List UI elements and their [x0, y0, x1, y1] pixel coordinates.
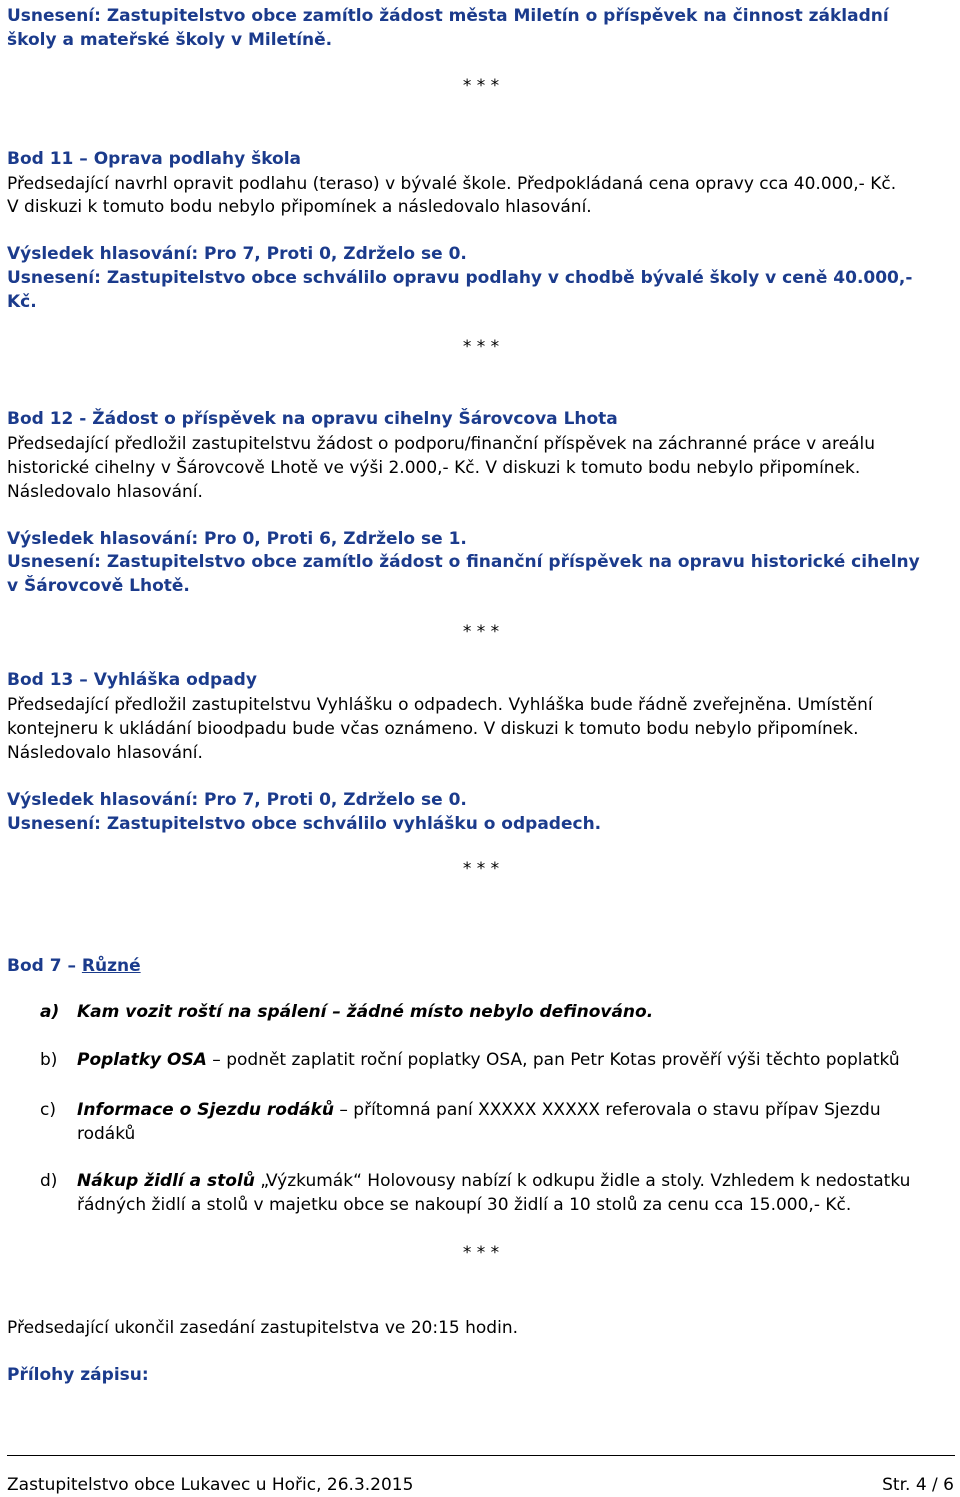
bod13-body: Následovalo hlasování. — [7, 743, 203, 763]
list-item-title: Poplatky OSA — [77, 1050, 207, 1070]
bod7-heading-title: Různé — [81, 956, 141, 976]
attachments-heading: Přílohy zápisu: — [7, 1365, 149, 1385]
bod13-heading: Bod 13 – Vyhláška odpady — [7, 670, 257, 690]
bod12-resolution: v Šárovcově Lhotě. — [7, 576, 190, 596]
resolution-line: školy a mateřské školy v Miletíně. — [7, 30, 333, 50]
bod11-vote-result: Výsledek hlasování: Pro 7, Proti 0, Zdrželo se 0. — [7, 244, 467, 264]
section-separator: * * * — [462, 337, 500, 357]
bod12-heading: Bod 12 - Žádost o příspěvek na opravu cihelny Šárovcova Lhota — [7, 409, 618, 429]
list-item-label: b) — [40, 1050, 58, 1070]
list-item-text: – podnět zaplatit roční poplatky OSA, pan Petr Kotas prověří výši těchto poplatků — [206, 1050, 900, 1070]
bod12-body: Předsedající předložil zastupitelstvu žádost o podporu/finanční příspěvek na záchranné práce v areálu — [7, 434, 875, 454]
list-item-text-continued: řádných židlí a stolů v majetku obce se nakoupí 30 židlí a 10 stolů za cenu cca 15.000,- Kč. — [77, 1195, 852, 1215]
list-item-label: d) — [40, 1171, 58, 1191]
list-item-text: „Výzkumák“ Holovousy nabízí k odkupu židle a stoly. Vzhledem k nedostatku — [254, 1171, 911, 1191]
list-item-content — [77, 1169, 955, 1193]
footer-page-number: Str. 4 / 6 — [882, 1475, 954, 1495]
bod13-body: Předsedající předložil zastupitelstvu Vyhlášku o odpadech. Vyhláška bude řádně zveřejněna. Umístění — [7, 695, 873, 715]
section-separator: * * * — [462, 1243, 500, 1263]
list-item-title: Kam vozit roští na spálení – žádné místo nebylo definováno. — [77, 1002, 654, 1022]
footer-divider — [7, 1455, 955, 1456]
section-separator: * * * — [462, 859, 500, 879]
bod13-body: kontejneru k ukládání bioodpadu bude včas oznámeno. V diskuzi k tomuto bodu nebylo připomínek. — [7, 719, 859, 739]
list-item-title: Informace o Sjezdu rodáků — [77, 1100, 334, 1120]
list-item-content — [77, 1098, 955, 1122]
footer-organization-date: Zastupitelstvo obce Lukavec u Hořic, 26.3.2015 — [7, 1475, 414, 1495]
bod11-resolution: Usnesení: Zastupitelstvo obce schválilo opravu podlahy v chodbě bývalé školy v ceně 40.000,- — [7, 268, 913, 288]
section-separator: * * * — [462, 76, 500, 96]
list-item-title: Nákup židlí a stolů — [77, 1171, 255, 1191]
bod11-resolution: Kč. — [7, 292, 37, 312]
list-item-content — [77, 1048, 955, 1072]
bod12-resolution: Usnesení: Zastupitelstvo obce zamítlo žádost o finanční příspěvek na opravu historické cihelny — [7, 552, 920, 572]
bod13-resolution: Usnesení: Zastupitelstvo obce schválilo vyhlášku o odpadech. — [7, 814, 602, 834]
bod12-body: historické cihelny v Šárovcově Lhotě ve výši 2.000,- Kč. V diskuzi k tomuto bodu nebylo připomínek. — [7, 458, 861, 478]
bod7-heading-prefix: Bod 7 – — [7, 956, 82, 976]
list-item-label: a) — [40, 1002, 60, 1022]
section-separator: * * * — [462, 622, 500, 642]
bod13-vote-result: Výsledek hlasování: Pro 7, Proti 0, Zdrželo se 0. — [7, 790, 467, 810]
bod12-body: Následovalo hlasování. — [7, 482, 203, 502]
resolution-line: Usnesení: Zastupitelstvo obce zamítlo žádost města Miletín o příspěvek na činnost základní — [7, 6, 889, 26]
bod7-heading — [7, 954, 141, 978]
bod12-vote-result: Výsledek hlasování: Pro 0, Proti 6, Zdrželo se 1. — [7, 529, 467, 549]
bod11-heading: Bod 11 – Oprava podlahy škola — [7, 149, 302, 169]
list-item-text-continued: rodáků — [77, 1124, 136, 1144]
closing-statement: Předsedající ukončil zasedání zastupitelstva ve 20:15 hodin. — [7, 1318, 519, 1338]
list-item-label: c) — [40, 1100, 56, 1120]
bod11-body: Předsedající navrhl opravit podlahu (teraso) v bývalé škole. Předpokládaná cena opravy cca 40.000,- Kč. — [7, 174, 897, 194]
list-item-text: – přítomná paní XXXXX XXXXX referovala o stavu přípav Sjezdu — [334, 1100, 881, 1120]
bod11-body: V diskuzi k tomuto bodu nebylo připomínek a následovalo hlasování. — [7, 197, 592, 217]
